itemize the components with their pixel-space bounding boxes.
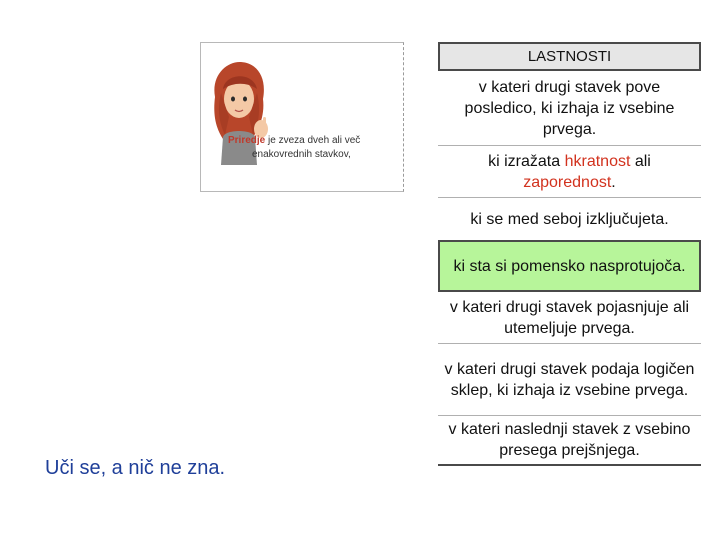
property-keyword-sequence: zaporednost	[523, 173, 612, 191]
definition-text-1: je zveza dveh ali več	[268, 135, 361, 146]
property-item: v kateri drugi stavek pove posledico, ki izhaja iz vsebine prvega.	[438, 71, 701, 146]
definition-card	[200, 42, 404, 192]
property-item: v kateri naslednji stavek z vsebino presega prejšnjega.	[438, 416, 701, 466]
property-item	[438, 146, 701, 198]
property-keyword-simultaneity: hkratnost	[564, 152, 631, 170]
definition-text	[228, 134, 404, 162]
properties-column	[438, 42, 701, 466]
definition-text-2: enakovrednih stavkov,	[252, 149, 351, 160]
property-text: .	[611, 173, 616, 191]
property-text: ali	[630, 152, 651, 170]
property-item: ki se med seboj izključujeta.	[470, 210, 669, 228]
property-item-highlighted: ki sta si pomensko nasprotujoča.	[438, 240, 701, 292]
property-item: v kateri drugi stavek podaja logičen sklep, ki izhaja iz vsebine prvega.	[438, 344, 701, 416]
property-item: v kateri drugi stavek pojasnjuje ali utemeljuje prvega.	[438, 292, 701, 344]
definition-term: Priredje	[228, 135, 266, 146]
property-text: ki izražata	[488, 152, 565, 170]
caption-text: Uči se, a nič ne zna.	[45, 457, 226, 479]
properties-header: LASTNOSTI	[438, 42, 701, 71]
